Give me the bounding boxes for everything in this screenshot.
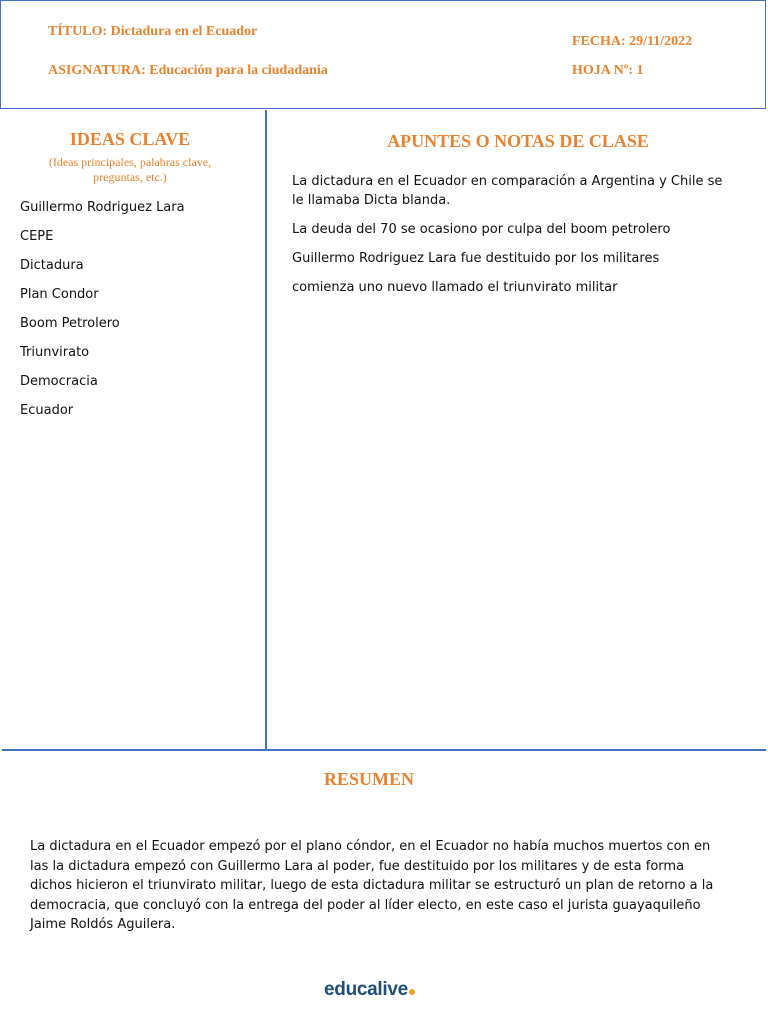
note-line: La deuda del 70 se ocasiono por culpa del boom petrolero <box>292 222 671 237</box>
logo-text: educalive <box>324 979 408 1000</box>
summary-heading: RESUMEN <box>323 769 414 789</box>
list-item: Triunvirato <box>20 345 90 360</box>
summary-text: La dictadura en el Ecuador empezó por el plano cóndor, en el Ecuador no había muchos muertos con en las la dictadura empezó con Guillermo Lara al poder, fue destituido por los militares y de esta forma dichos hicieron el triunvirato militar, luego de esta dictadura militar se estructuró un plan de retorno a la democracia, que concluyó con la entrega del poder al líder electo, en este caso el jurista guayaquileño Jaime Roldós Aguilera. <box>30 839 714 932</box>
subject-label: ASIGNATURA: Educación para la ciudadania <box>48 63 328 78</box>
list-item: Plan Condor <box>20 287 99 302</box>
list-item: Guillermo Rodriguez Lara <box>20 200 185 215</box>
list-item: CEPE <box>20 229 54 244</box>
ideas-subheading: (Ideas principales, palabras clave, preguntas, etc.) <box>48 155 212 184</box>
logo-dot-icon <box>409 989 415 995</box>
column-divider <box>265 110 267 751</box>
section-divider <box>2 749 766 751</box>
header-box <box>0 0 766 109</box>
list-item: Ecuador <box>20 403 74 418</box>
ideas-list <box>20 199 185 431</box>
notes-body <box>292 172 732 307</box>
notes-heading: APUNTES O NOTAS DE CLASE <box>387 131 649 151</box>
note-line: La dictadura en el Ecuador en comparación a Argentina y Chile se le llamaba Dicta blanda. <box>292 174 723 208</box>
educalive-logo <box>324 979 415 1001</box>
note-line: Guillermo Rodriguez Lara fue destituido por los militares <box>292 251 660 266</box>
document-title: TÍTULO: Dictadura en el Ecuador <box>48 24 258 39</box>
sheet-number: HOJA Nº: 1 <box>572 63 644 78</box>
date-label: FECHA: 29/11/2022 <box>572 34 693 49</box>
list-item: Boom Petrolero <box>20 316 120 331</box>
list-item: Democracia <box>20 374 98 389</box>
note-line: comienza uno nuevo llamado el triunvirato militar <box>292 280 618 295</box>
list-item: Dictadura <box>20 258 84 273</box>
ideas-heading: IDEAS CLAVE <box>69 129 191 149</box>
